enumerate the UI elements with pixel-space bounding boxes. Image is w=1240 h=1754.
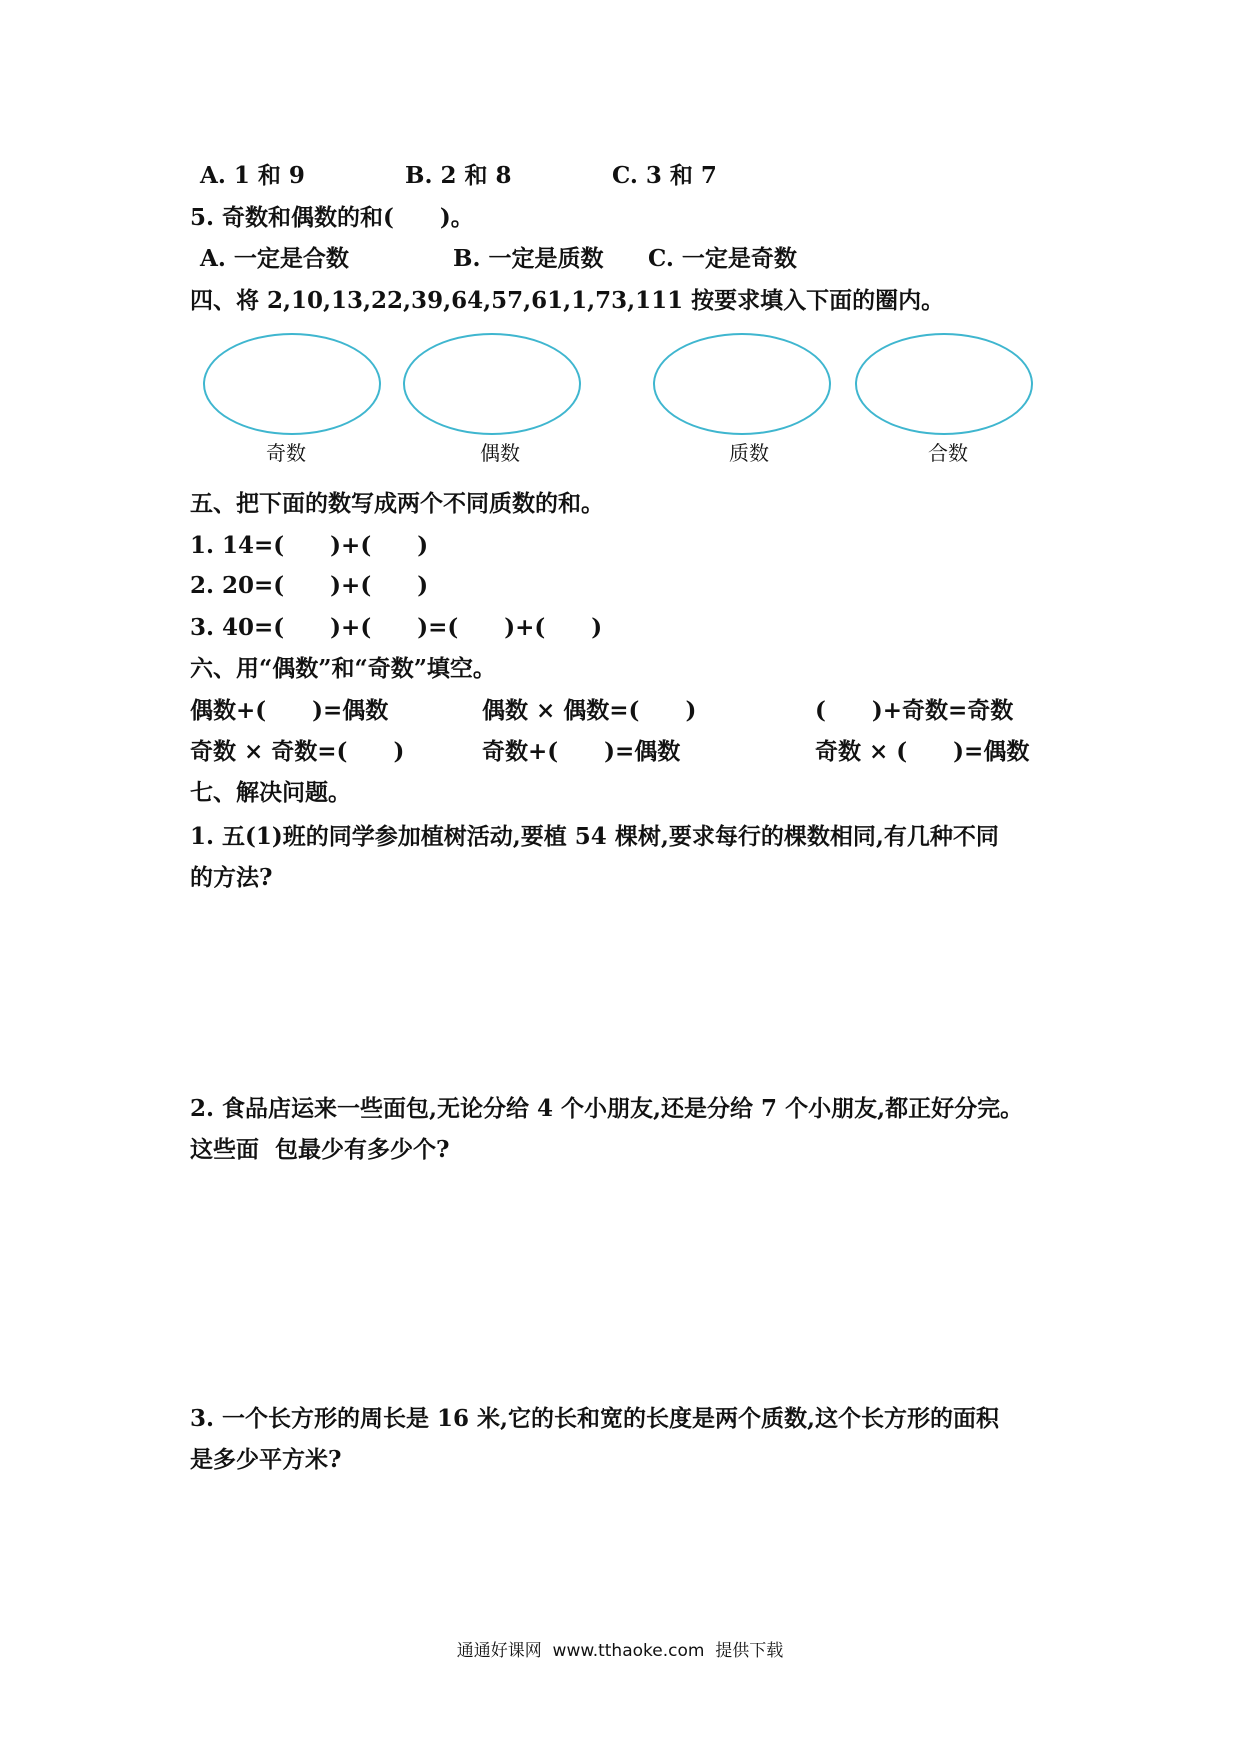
q5-option-a: A. 一定是合数 [200,245,349,272]
section6-title: 六、用“偶数”和“奇数”填空。 [190,655,496,682]
q4-option-c: C. 3 和 7 [612,162,717,189]
section7-q2-line1: 2. 食品店运来一些面包,无论分给 4 个小朋友,还是分给 7 个小朋友,都正好分完。 [190,1095,1024,1122]
q5-option-b: B. 一定是质数 [453,245,604,272]
section6-r2-c3: 奇数 × ( )=偶数 [815,738,1030,765]
page-footer: 通通好课网 www.tthaoke.com 提供下载 [456,1641,784,1661]
section7-q2-line2: 这些面 包最少有多少个? [190,1136,450,1163]
q4-option-a: A. 1 和 9 [200,162,305,189]
section6-r1-c1: 偶数+( )=偶数 [190,697,389,724]
section7-q1-line1: 1. 五(1)班的同学参加植树活动,要植 54 棵树,要求每行的棵数相同,有几种不同 [190,823,999,850]
composite-circle-label: 合数 [928,441,968,465]
q5-option-c: C. 一定是奇数 [648,245,797,272]
even-circle [403,333,581,435]
section7-q1-line2: 的方法? [190,864,273,891]
q5-stem: 5. 奇数和偶数的和( )。 [190,204,474,231]
even-circle-label: 偶数 [480,441,520,465]
section6-r2-c1: 奇数 × 奇数=( ) [190,738,405,765]
section5-item-1: 1. 14=( )+( ) [190,532,429,559]
section7-title: 七、解决问题。 [190,779,351,806]
q4-option-b: B. 2 和 8 [405,162,512,189]
section6-r1-c2: 偶数 × 偶数=( ) [482,697,697,724]
section7-q3-line2: 是多少平方米? [190,1446,342,1473]
composite-circle [855,333,1033,435]
section6-r1-c3: ( )+奇数=奇数 [815,697,1014,724]
section7-q3-line1: 3. 一个长方形的周长是 16 米,它的长和宽的长度是两个质数,这个长方形的面积 [190,1405,1000,1432]
section5-title: 五、把下面的数写成两个不同质数的和。 [190,490,604,517]
odd-circle-label: 奇数 [266,441,306,465]
prime-circle [653,333,831,435]
section5-item-2: 2. 20=( )+( ) [190,572,429,599]
prime-circle-label: 质数 [729,441,769,465]
section6-r2-c2: 奇数+( )=偶数 [482,738,681,765]
odd-circle [203,333,381,435]
section5-item-3: 3. 40=( )+( )=( )+( ) [190,614,603,641]
section4-title: 四、将 2,10,13,22,39,64,57,61,1,73,111 按要求填入下面的圈内。 [190,287,945,314]
